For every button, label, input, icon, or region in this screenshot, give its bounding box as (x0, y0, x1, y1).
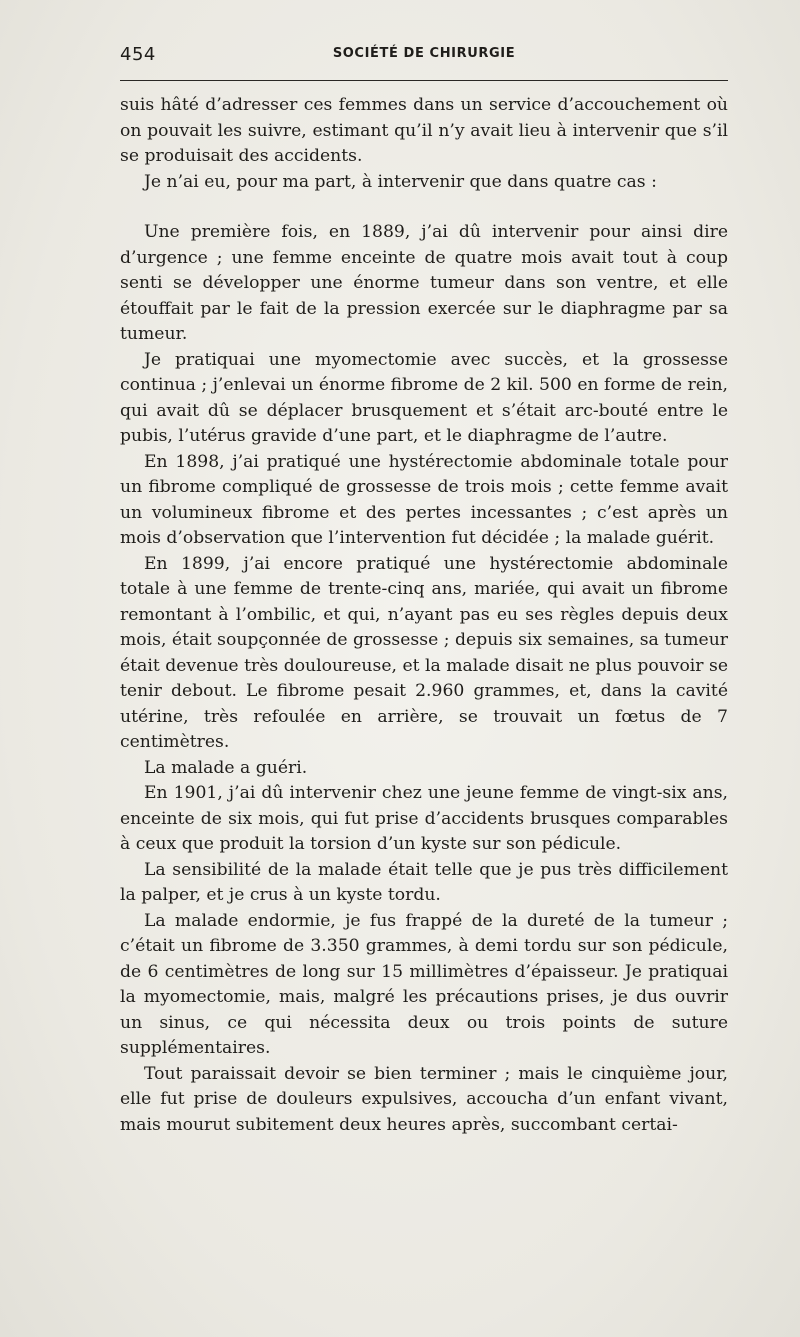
body-text (120, 93, 728, 1138)
paragraph: Une première fois, en 1889, j’ai dû intervenir pour ainsi dire d’urgence ; une femme enceinte de quatre mois avait tout à coup senti se développer une énorme tumeur dans son ventre, et elle étouffait par le fait de la pression exercée sur le diaphragme par sa tumeur. (120, 222, 728, 344)
page-header (120, 44, 728, 70)
paragraph: Je n’ai eu, pour ma part, à intervenir que dans quatre cas : (144, 171, 657, 192)
page-number: 454 (120, 44, 156, 65)
paragraph: suis hâté d’adresser ces femmes dans un service d’accouchement où on pouvait les suivre, estimant qu’il n’y avait lieu à intervenir que s’il se produisait des accidents. (120, 95, 728, 166)
paragraph: Je pratiquai une myomectomie avec succès, et la grossesse continua ; j’enlevai un énorme fibrome de 2 kil. 500 en forme de rein, qui avait dû se déplacer brusquement et s’était arc-bouté entre le pubis, l’utérus gravide d’une part, et le diaphragme de l’autre. (120, 349, 728, 446)
paragraph: En 1898, j’ai pratiqué une hystérectomie abdominale totale pour un fibrome compliqué de grossesse de trois mois ; cette femme avait un volumineux fibrome et des pertes incessantes ; c’est après un mois d’observation que l’intervention fut décidée ; la malade guérit. (120, 451, 728, 548)
paragraph: Tout paraissait devoir se bien terminer ; mais le cinquième jour, elle fut prise de douleurs expulsives, accoucha d’un enfant vivant, mais mourut subitement deux heures après, succombant certai- (120, 1063, 728, 1135)
paragraph: La malade a guéri. (144, 757, 308, 778)
paragraph: En 1899, j’ai encore pratiqué une hystérectomie abdominale totale à une femme de trente-cinq ans, mariée, qui avait un fibrome remontant à l’ombilic, et qui, n’ayant pas eu ses règles depuis deux mois, était soupçonnée de grossesse ; depuis six semaines, sa tumeur était devenue très douloureuse, et la malade disait ne plus pouvoir se tenir debout. Le fibrome pesait 2.960 grammes, et, dans la cavité utérine, très refoulée en arrière, se trouvait un fœtus de 7 centimètres. (120, 553, 728, 752)
paragraph: En 1901, j’ai dû intervenir chez une jeune femme de vingt-six ans, enceinte de six mois, qui fut prise d’accidents brusques comparables à ceux que produit la torsion d’un kyste sur son pédicule. (120, 783, 728, 854)
header-rule (120, 80, 728, 81)
paragraph: La sensibilité de la malade était telle que je pus très difficilement la palper, et je crus à un kyste tordu. (120, 859, 728, 905)
running-head: SOCIÉTÉ DE CHIRURGIE (332, 46, 516, 61)
paragraph: La malade endormie, je fus frappé de la dureté de la tumeur ; c’était un fibrome de 3.350 grammes, à demi tordu sur son pédicule, de 6 centimètres de long sur 15 millimètres d’épaisseur. Je pratiquai la myomectomie, mais, malgré les précautions prises, je dus ouvrir un sinus, ce qui nécessita deux ou trois points de suture supplémentaires. (120, 910, 728, 1058)
